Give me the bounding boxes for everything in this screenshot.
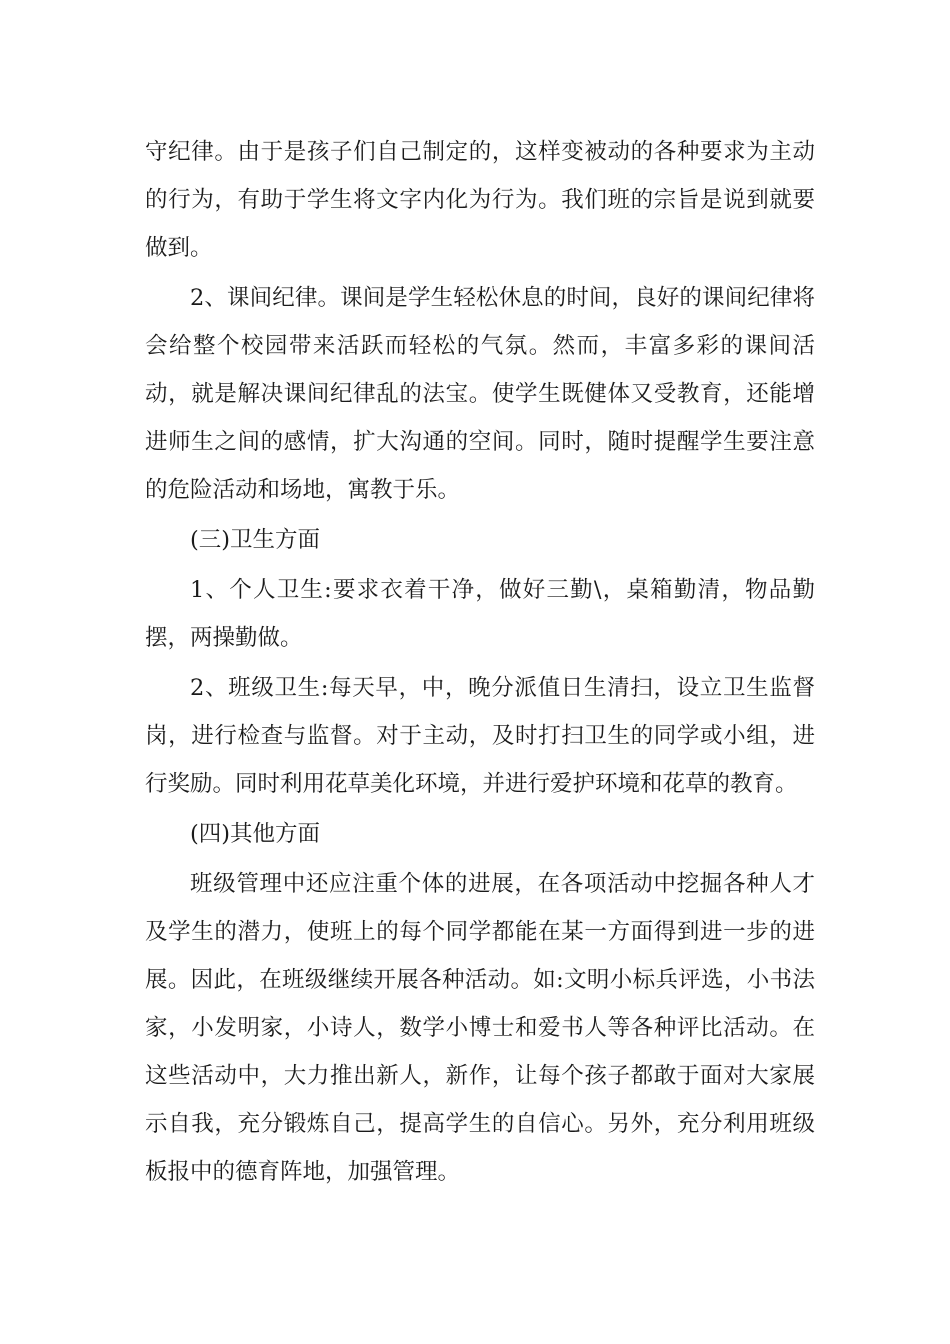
paragraph-2: 2、课间纪律。课间是学生轻松休息的时间，良好的课间纪律将会给整个校园带来活跃而轻松的气氛。然而，丰富多彩的课间活动，就是解决课间纪律乱的法宝。使学生既健体又受教育，还能增进师生之间的感情，扩大沟通的空间。同时，随时提醒学生要注意的危险活动和场地，寓教于乐。 bbox=[145, 285, 815, 503]
section-heading-3: (三)卫生方面 bbox=[190, 527, 321, 553]
paragraph-1: 守纪律。由于是孩子们自己制定的，这样变被动的各种要求为主动的行为，有助于学生将文字内化为行为。我们班的宗旨是说到就要做到。 bbox=[145, 139, 815, 261]
section-heading-4: (四)其他方面 bbox=[190, 821, 321, 847]
paragraph-7: 班级管理中还应注重个体的进展，在各项活动中挖掘各种人才及学生的潜力，使班上的每个同学都能在某一方面得到进一步的进展。因此，在班级继续开展各种活动。如:文明小标兵评选，小书法家，小发明家，小诗人，数学小博士和爱书人等各种评比活动。在这些活动中，大力推出新人，新作，让每个孩子都敢于面对大家展示自我，充分锻炼自己，提高学生的自信心。另外，充分利用班级板报中的德育阵地，加强管理。 bbox=[145, 871, 815, 1185]
paragraph-5: 2、班级卫生:每天早，中，晚分派值日生清扫，设立卫生监督岗，进行检查与监督。对于主动，及时打扫卫生的同学或小组，进行奖励。同时利用花草美化环境，并进行爱护环境和花草的教育。 bbox=[145, 675, 815, 797]
document-body bbox=[145, 128, 815, 1198]
paragraph-4: 1、个人卫生:要求衣着干净，做好三勤\，桌箱勤清，物品勤摆，两操勤做。 bbox=[145, 577, 815, 651]
